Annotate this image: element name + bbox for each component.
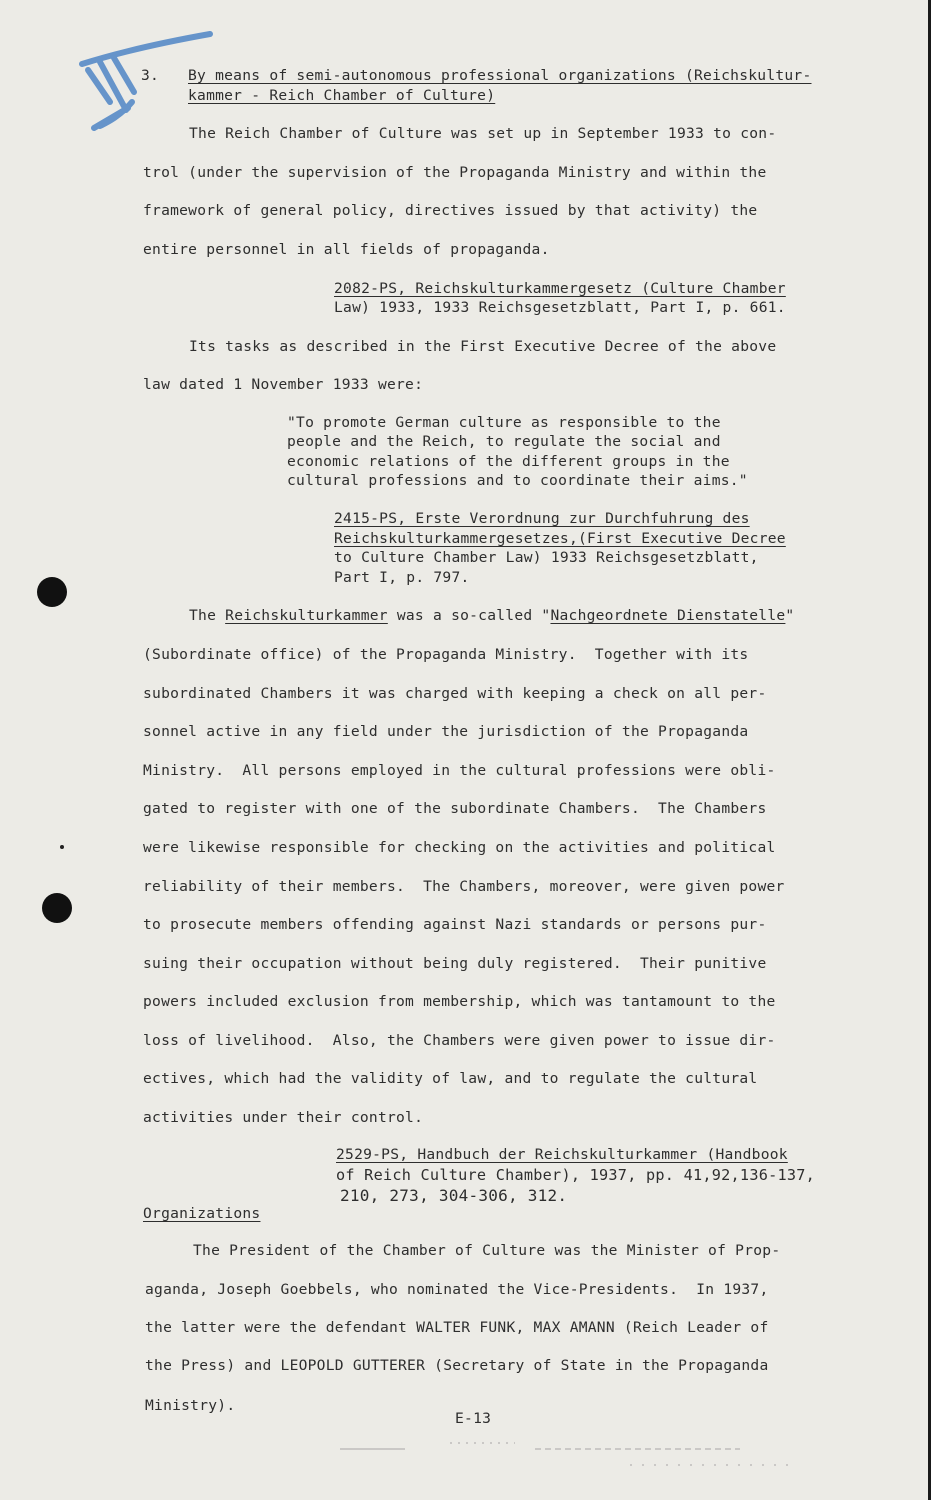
paragraph-line: aganda, Joseph Goebbels, who nominated the Vice-Presidents. In 1937, xyxy=(145,1281,769,1298)
paragraph-line: the latter were the defendant WALTER FUNK, MAX AMANN (Reich Leader of xyxy=(145,1319,769,1336)
paragraph-line: Its tasks as described in the First Executive Decree of the above xyxy=(189,338,777,355)
paragraph-line: to prosecute members offending against Nazi standards or persons pur- xyxy=(143,916,767,933)
paragraph-line: were likewise responsible for checking on the activities and political xyxy=(143,839,776,856)
paragraph-line: the Press) and LEOPOLD GUTTERER (Secretary of State in the Propaganda xyxy=(145,1357,769,1374)
paragraph-line: sonnel active in any field under the jurisdiction of the Propaganda xyxy=(143,723,749,740)
paragraph-line: subordinated Chambers it was charged with keeping a check on all per- xyxy=(143,685,767,702)
section-heading-line: By means of semi-autonomous professional organizations (Reichskultur- xyxy=(188,67,812,84)
text-run: The xyxy=(189,607,226,624)
citation-line: Reichskulturkammergesetzes,(First Executive Decree xyxy=(334,530,786,547)
citation-line: 2415-PS, Erste Verordnung zur Durchfuhrung des xyxy=(334,510,750,527)
blue-pencil-mark xyxy=(70,30,220,140)
paragraph-line: law dated 1 November 1933 were: xyxy=(143,376,424,393)
paragraph-line: Ministry. All persons employed in the cultural professions were obli- xyxy=(143,762,776,779)
citation-line: Part I, p. 797. xyxy=(334,569,470,586)
text-run: " xyxy=(785,607,795,624)
paragraph-line: The Reich Chamber of Culture was set up in September 1933 to con- xyxy=(189,125,777,142)
section-heading-line: kammer - Reich Chamber of Culture) xyxy=(188,87,496,104)
citation-line: 210, 273, 304-306, 312. xyxy=(340,1186,568,1205)
quote-line: people and the Reich, to regulate the social and xyxy=(287,433,721,450)
paragraph-line: (Subordinate office) of the Propaganda Ministry. Together with its xyxy=(143,646,749,663)
text-run: Reichskulturkammer xyxy=(225,607,388,624)
paragraph-line: reliability of their members. The Chambers, moreover, were given power xyxy=(143,878,785,895)
paragraph-line: ectives, which had the validity of law, and to regulate the cultural xyxy=(143,1070,758,1087)
paragraph-line: entire personnel in all fields of propaganda. xyxy=(143,241,550,258)
section-number: 3. xyxy=(141,67,160,84)
paragraph-line: Ministry). xyxy=(145,1397,236,1414)
paragraph-line: powers included exclusion from membership, which was tantamount to the xyxy=(143,993,776,1010)
citation-line: of Reich Culture Chamber), 1937, pp. 41,92,136-137, xyxy=(336,1166,816,1184)
paragraph-line: gated to register with one of the subordinate Chambers. The Chambers xyxy=(143,800,767,817)
quote-line: cultural professions and to coordinate their aims." xyxy=(287,472,748,489)
bleed-through-marks xyxy=(330,1435,810,1475)
quote-line: "To promote German culture as responsible to the xyxy=(287,414,721,431)
page-number: E-13 xyxy=(455,1410,492,1427)
paragraph-line: activities under their control. xyxy=(143,1109,424,1126)
ink-speck xyxy=(60,845,64,849)
paragraph-line: The President of the Chamber of Culture was the Minister of Prop- xyxy=(193,1242,781,1259)
citation-line: 2529-PS, Handbuch der Reichskulturkammer (Handbook xyxy=(336,1146,788,1163)
binder-hole-lower xyxy=(42,893,72,923)
section-subheading: Organizations xyxy=(143,1205,261,1222)
paragraph-line xyxy=(189,607,794,624)
citation-line: Law) 1933, 1933 Reichsgesetzblatt, Part I, p. 661. xyxy=(334,299,786,316)
quote-line: economic relations of the different groups in the xyxy=(287,453,730,470)
text-run: Nachgeordnete Dienstatelle xyxy=(550,607,786,624)
paragraph-line: trol (under the supervision of the Propaganda Ministry and within the xyxy=(143,164,767,181)
text-run: was a so-called " xyxy=(387,607,551,624)
binder-hole-upper xyxy=(37,577,67,607)
citation-line: to Culture Chamber Law) 1933 Reichsgesetzblatt, xyxy=(334,549,759,566)
paragraph-line: loss of livelihood. Also, the Chambers were given power to issue dir- xyxy=(143,1032,776,1049)
paragraph-line: suing their occupation without being duly registered. Their punitive xyxy=(143,955,767,972)
paragraph-line: framework of general policy, directives issued by that activity) the xyxy=(143,202,758,219)
citation-line: 2082-PS, Reichskulturkammergesetz (Culture Chamber xyxy=(334,280,786,297)
